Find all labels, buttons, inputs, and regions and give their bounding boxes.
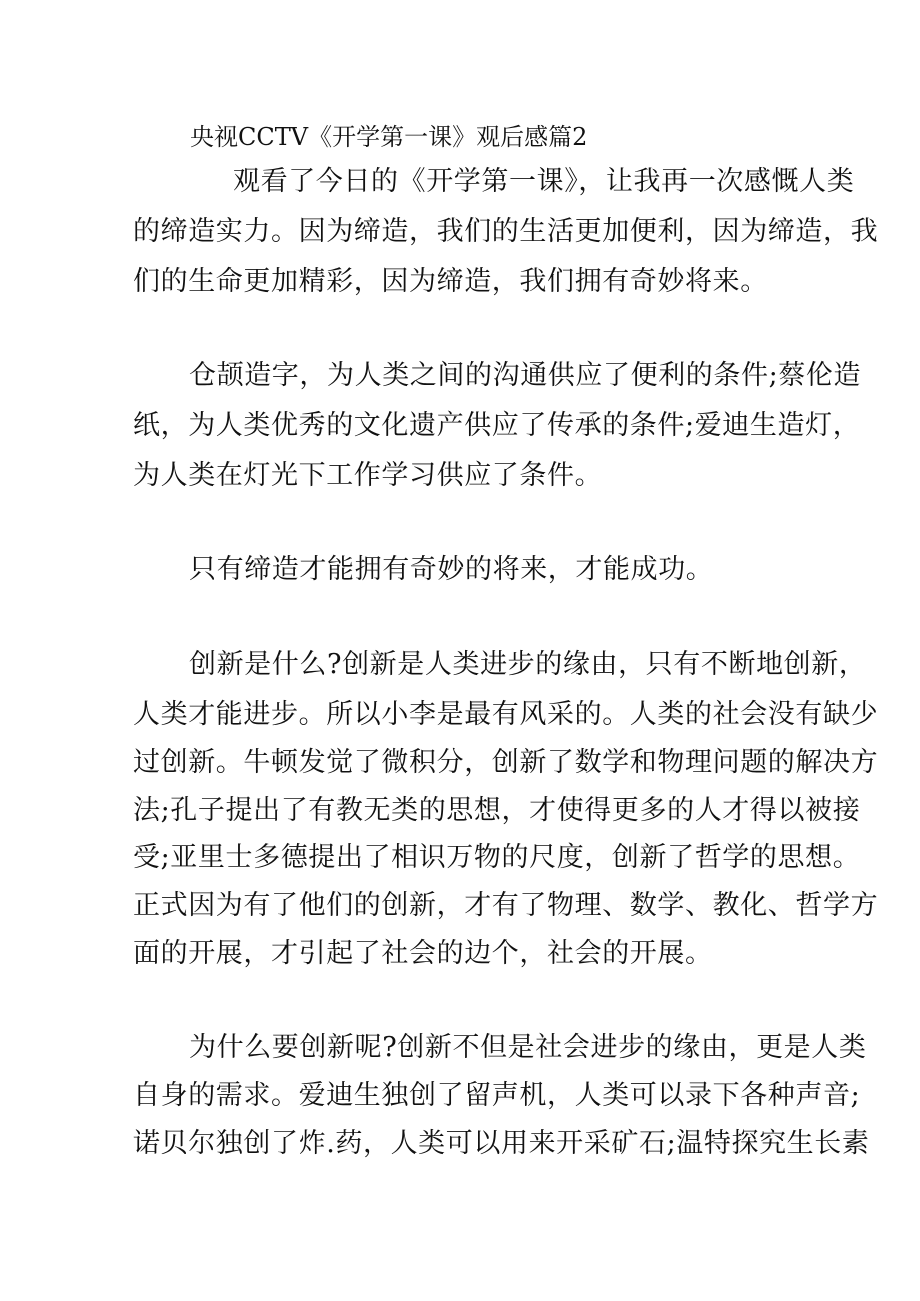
text-line: 正式因为有了他们的创新，才有了物理、数学、教化、哲学方: [133, 890, 879, 921]
text-line: 人类才能进步。所以小李是最有风采的。人类的社会没有缺少: [133, 699, 879, 730]
text-line: 只有缔造才能拥有奇妙的将来，才能成功。: [189, 554, 714, 585]
text-line: 为人类在灯光下工作学习供应了条件。: [133, 460, 603, 491]
text-line: 观看了今日的《开学第一课》，让我再一次感慨人类: [233, 166, 855, 197]
text-line: 自身的需求。爱迪生独创了留声机，人类可以录下各种声音;: [133, 1080, 861, 1111]
text-line: 法;孔子提出了有教无类的思想，才使得更多的人才得以被接: [133, 795, 861, 826]
text-line: 创新是什么?创新是人类进步的缘由，只有不断地创新，: [189, 649, 867, 680]
text-line: 为什么要创新呢?创新不但是社会进步的缘由，更是人类: [189, 1032, 867, 1063]
document-title: 央视CCTV《开学第一课》观后感篇2: [190, 123, 588, 151]
text-line: 的缔造实力。因为缔造，我们的生活更加便利，因为缔造，我: [133, 216, 879, 247]
text-line: 们的生命更加精彩，因为缔造，我们拥有奇妙将来。: [133, 266, 768, 297]
text-line: 过创新。牛顿发觉了微积分，创新了数学和物理问题的解决方: [133, 747, 879, 778]
text-line: 仓颉造字，为人类之间的沟通供应了便利的条件;蔡伦造: [189, 360, 862, 391]
text-line: 诺贝尔独创了炸.药，人类可以用来开采矿石;温特探究生长素: [133, 1128, 870, 1159]
text-line: 受;亚里士多德提出了相识万物的尺度，创新了哲学的思想。: [133, 842, 861, 873]
text-line: 面的开展，才引起了社会的边个，社会的开展。: [133, 938, 713, 969]
text-line: 纸，为人类优秀的文化遗产供应了传承的条件;爱迪生造灯，: [133, 410, 861, 441]
